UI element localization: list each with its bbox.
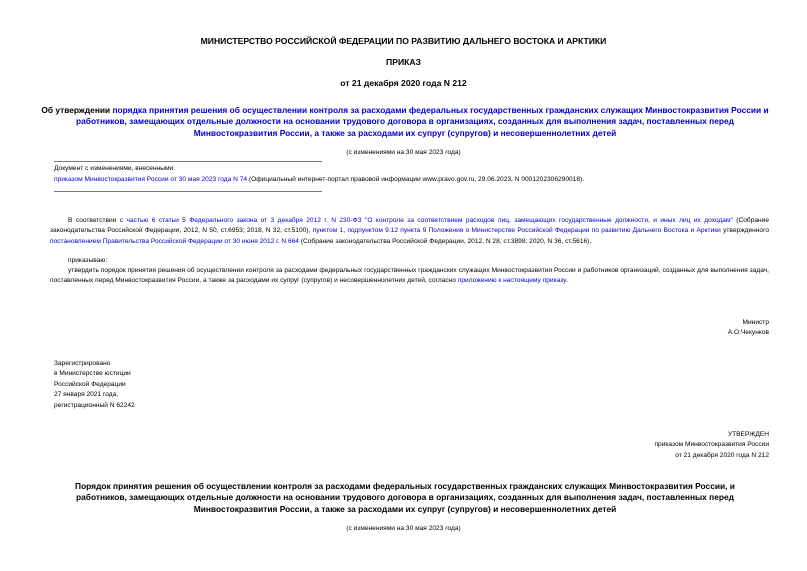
changes-bottom-rule bbox=[54, 191, 322, 192]
appendix-edition-note: (с изменениями на 30 мая 2023 года) bbox=[346, 525, 461, 532]
preamble-paragraph bbox=[50, 216, 769, 247]
approval-line-1: приказом Минвостокразвития России bbox=[654, 441, 769, 449]
edition-note: (с изменениями на 30 мая 2023 года) bbox=[346, 149, 461, 156]
changes-link[interactable]: приказом Минвостокразвития России от 30 мая 2023 года N 74 bbox=[54, 176, 248, 183]
approval-block bbox=[519, 430, 769, 461]
minister-name: А.О.Чекунков bbox=[727, 329, 769, 336]
ministry-heading: МИНИСТЕРСТВО РОССИЙСКОЙ ФЕДЕРАЦИИ ПО РАЗВИТИЮ ДАЛЬНЕГО ВОСТОКА И АРКТИКИ bbox=[200, 36, 607, 46]
order-paragraph bbox=[50, 266, 769, 287]
registration-line: Российской Федерации bbox=[54, 380, 126, 388]
preamble-text-4: утвержденного bbox=[720, 227, 769, 235]
preamble-link-resolution[interactable]: постановлением Правительства Российской Федерации от 30 июня 2012 г. N 664 bbox=[50, 237, 299, 245]
registration-block bbox=[54, 359, 254, 411]
minister-position: Министр bbox=[742, 319, 769, 326]
preamble-link-law[interactable]: частью 6 статьи 5 Федерального закона от 3 декабря 2012 г. N 230-ФЗ "О контроле за соответствием расходов лиц, замещающих государственные должности, и иных лиц их доходам" bbox=[126, 217, 733, 224]
document-title bbox=[40, 105, 770, 139]
appendix-title: Порядок принятия решения об осуществлении контроля за расходами федеральных государственных гражданских служащих Минвостокразвития России, и работников, замещающих отдельные должности на основании трудового договора в организациях, созданных для выполнения задач, поставленных перед Минвостокразвития России, а также за расходами их супруг (супругов) и несовершеннолетних детей bbox=[75, 481, 735, 514]
approval-line-2: от 21 декабря 2020 года N 212 bbox=[675, 451, 769, 459]
document-date: от 21 декабря 2020 года N 212 bbox=[340, 78, 467, 88]
preamble-link-item1[interactable]: пунктом 1 bbox=[312, 227, 344, 235]
registration-line: 27 января 2021 года, bbox=[54, 391, 119, 399]
approval-word: УТВЕРЖДЕН bbox=[727, 431, 769, 438]
preamble-link-regulation[interactable]: подпунктом 9.12 пункта 9 Положения о Министерстве Российской Федерации по развитию Дальнего Востока и Арктики bbox=[347, 227, 721, 235]
changes-heading: Документ с изменениями, внесенными: bbox=[54, 165, 176, 172]
order-word: приказываю: bbox=[68, 257, 108, 264]
preamble-text-5: (Собрание законодательства Российской Федерации, 2012, N 28, ст.3898; 2020, N 36, ст.5616), bbox=[298, 237, 592, 245]
registration-line: в Министерстве юстиции bbox=[54, 370, 131, 378]
document-type: ПРИКАЗ bbox=[386, 57, 421, 67]
order-text-2: . bbox=[565, 277, 568, 285]
registration-line: регистрационный N 62242 bbox=[54, 401, 135, 409]
changes-line bbox=[54, 175, 774, 185]
preamble-text-2: (Собрание законодательства Российской Федерации, 2012, N 50, ст.6953; 2018, N 32, ст.5100), bbox=[50, 217, 769, 235]
appendix-link[interactable]: приложению к настоящему приказу bbox=[457, 277, 566, 285]
title-link[interactable]: порядка принятия решения об осуществлении контроля за расходами федеральных государственных гражданских служащих Минвостокразвития России и работников, замещающих отдельные должности на основании трудового договора в организациях, созданных для выполнения задач, поставленных перед Минвостокразвития России, а также за расходами их супруг (супругов) и несовершеннолетних детей bbox=[76, 105, 769, 138]
order-text-1: утвердить порядок принятия решения об осуществлении контроля за расходами федеральных государственных гражданских служащих Минвостокразвития России и работников организаций, созданных для выполнения задач, поставленных перед Минвостокразвития России, а также за расходами их супруг (супругов) и несовершеннолетних детей, согласно bbox=[50, 267, 769, 285]
preamble-text-3: , bbox=[343, 227, 348, 235]
title-prefix: Об утверждении bbox=[41, 105, 113, 115]
registration-line: Зарегистрировано bbox=[54, 360, 111, 367]
changes-tail: (Официальный интернет-портал правовой информации www.pravo.gov.ru, 29.06.2023, N 0001202306290018). bbox=[247, 176, 585, 183]
changes-top-rule bbox=[54, 161, 322, 162]
preamble-text-1: В соответствии с bbox=[68, 217, 127, 224]
